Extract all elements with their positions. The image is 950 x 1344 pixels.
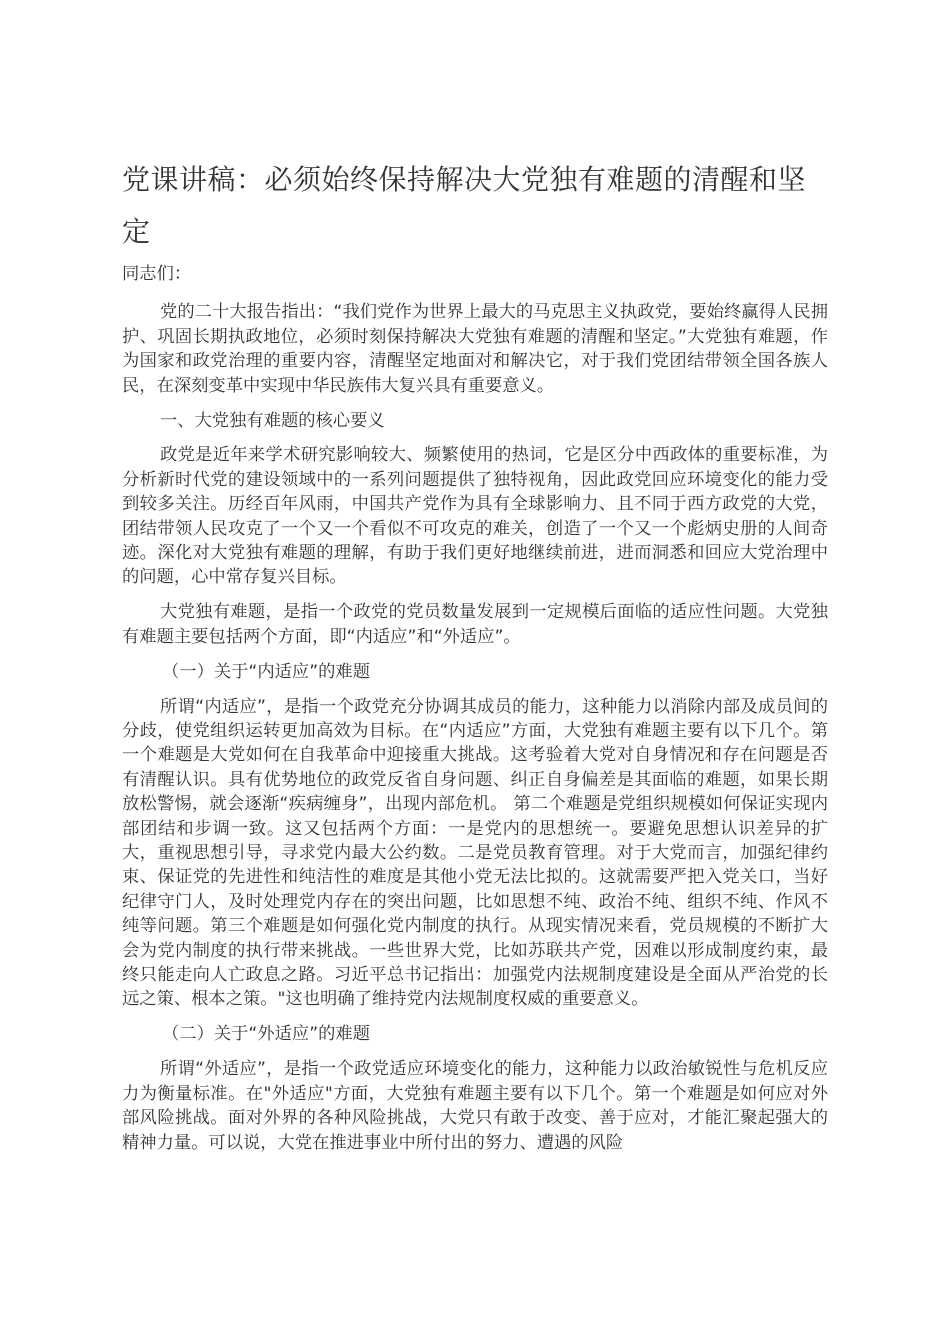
subsection-heading-2: （二）关于“外适应”的难题 <box>162 1024 370 1045</box>
paragraph: 政党是近年来学术研究影响较大、频繁使用的热词，它是区分中西政体的重要标准，为分析新时代党的建设领域中的一系列问题提供了独特视角，因此政党回应环境变化的能力受到较多关注。历经百年风雨，中国共产党作为具有全球影响力、且不同于西方政党的大党，团结带领人民攻克了一个又一个看似不可攻克的难关，创造了一个又一个彪炳史册的人间奇迹。深化对大党独有难题的理解，有助于我们更好地继续前进，进而洞悉和回应大党治理中的问题，心中常存复兴目标。 <box>122 445 828 588</box>
section-heading-1: 一、大党独有难题的核心要义 <box>160 410 385 431</box>
paragraph-intro: 党的二十大报告指出：“我们党作为世界上最大的马克思主义执政党，要始终赢得人民拥护、巩固长期执政地位，必须时刻保持解决大党独有难题的清醒和坚定。”大党独有难题，作为国家和政党治理的重要内容，清醒坚定地面对和解决它，对于我们党团结带领全国各族人民，在深刻变革中实现中华民族伟大复兴具有重要意义。 <box>122 302 828 396</box>
document-body <box>122 262 828 1165</box>
paragraph: 所谓“外适应”，是指一个政党适应环境变化的能力，这种能力以政治敏锐性与危机反应力为衡量标准。在"外适应"方面，大党独有难题主要有以下几个。第一个难题是如何应对外部风险挑战。面对外界的各种风险挑战，大党只有敢于改变、善于应对，才能汇聚起强大的精神力量。可以说，大党在推进事业中所付出的努力、遭遇的风险 <box>122 1059 828 1153</box>
paragraph: 大党独有难题，是指一个政党的党员数量发展到一定规模后面临的适应性问题。大党独有难题主要包括两个方面，即“内适应”和“外适应”。 <box>122 602 828 647</box>
salutation: 同志们： <box>122 264 192 284</box>
document-title: 党课讲稿：必须始终保持解决大党独有难题的清醒和坚定 <box>122 163 807 248</box>
paragraph: 所谓“内适应”，是指一个政党充分协调其成员的能力，这种能力以消除内部及成员间的分歧，使党组织运转更加高效为目标。在“内适应”方面，大党独有难题主要有以下几个。第一个难题是大党如何在自我革命中迎接重大挑战。这考验着大党对自身情况和存在问题是否有清醒认识。具有优势地位的政党反省自身问题、纠正自身偏差是其面临的难题，如果长期放松警惕，就会逐渐“疾病缠身”，出现内部危机。 第二个难题是党组织规模如何保证实现内部团结和步调一致。这又包括两个方面：一是党内的思想统一。要避免思想认识差异的扩大，重视思想引导，寻求党内最大公约数。二是党员教育管理。对于大党而言，加强纪律约束、保证党的先进性和纯洁性的难度是其他小党无法比拟的。这就需要严把入党关口，当好纪律守门人，及时处理党内存在的突出问题，比如思想不纯、政治不纯、组织不纯、作风不纯等问题。第三个难题是如何强化党内制度的执行。从现实情况来看，党员规模的不断扩大会为党内制度的执行带来挑战。一些世界大党，比如苏联共产党，因难以形成制度约束，最终只能走向人亡政息之路。习近平总书记指出：加强党内法规制度建设是全面从严治党的长远之策、根本之策。"这也明确了维持党内法规制度权威的重要意义。 <box>122 696 828 1010</box>
subsection-heading-1: （一）关于“内适应”的难题 <box>162 661 370 682</box>
